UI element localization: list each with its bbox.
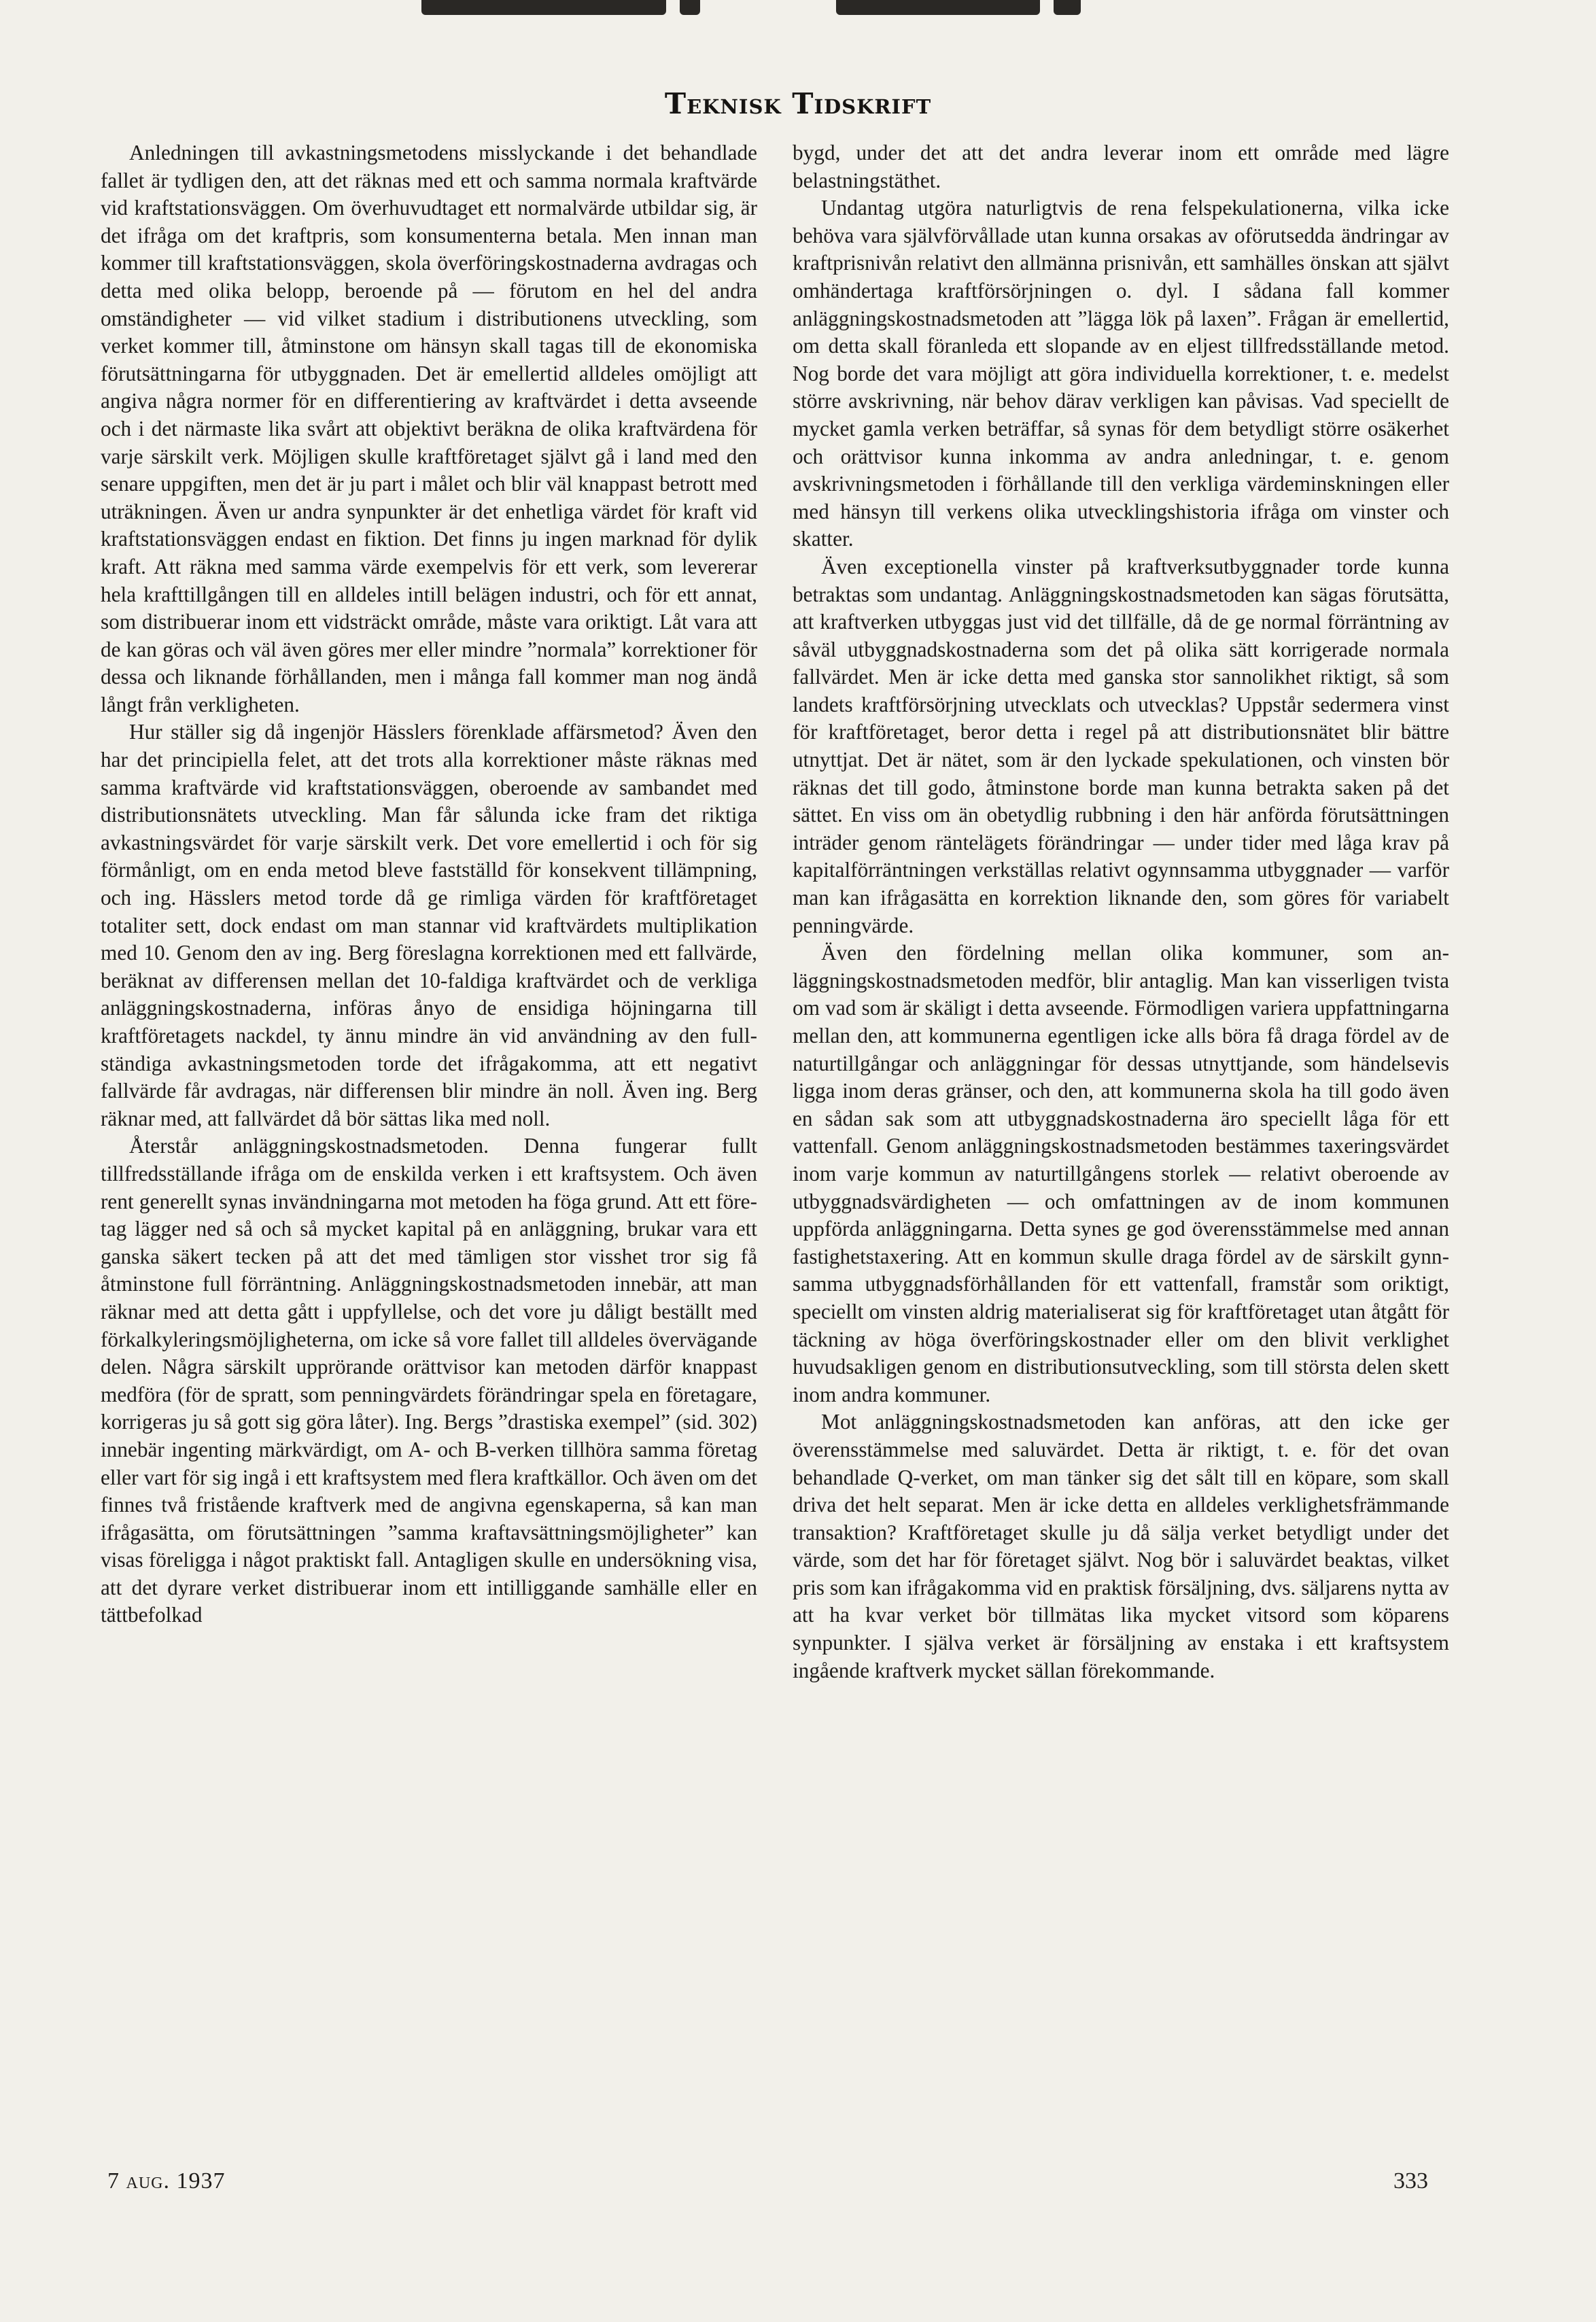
page-number: 333 bbox=[1393, 2168, 1428, 2194]
binding-mark bbox=[836, 0, 1040, 15]
paragraph: Anledningen till avkastningsmetodens misslyckande i det behandlade fallet är tydligen den, att det räknas med ett och samma normala kraftvärde vid kraftstationsväggen. Om överhuvudtaget ett normalvärde utbildar sig, är det ifråga om det kraftpris, som konsumenterna betala. Men innan man kommer till kraftstationsväggen, skola överföringskostnaderna avdragas och detta med olika belopp, beroende på — förutom en hel del andra omständigheter — vid vilket stadium i distributionens utveckling, som verket kommer till, åtminstone om hänsyn skall tagas till de ekonomiska förutsättningarna för utbyggnaden. Det är emellertid alldeles omöjligt att angiva några normer för en differentiering av kraftvärdet i detta avseende och i det närmaste lika svårt att objektivt beräkna de olika kraftvärdena för varje särskilt verk. Möjligen skulle kraftföretaget självt gå i land med den senare uppgiften, men det är ju part i målet och blir väl knappast betrott med uträkningen. Även ur andra synpunkter är det enhetliga värdet för kraft vid kraftstationsväggen endast en fiktion. Det finns ju ingen marknad för dylik kraft. Att räkna med samma värde exempelvis för ett verk, som levererar hela krafttillgången till en alldeles intill belägen industri, och för ett annat, som distribuerar inom ett vidsträckt område, måste vara oriktigt. Låt vara att de kan göras och väl även göres mer eller mindre ”normala” korrektioner för dessa och liknande förhållanden, men i många fall kommer man nog ändå långt från verkligheten. bbox=[101, 141, 757, 716]
binding-mark bbox=[680, 0, 700, 15]
paragraph-continuation: bygd, under det att det andra leverar inom ett område med lägre belastningstäthet. bbox=[793, 141, 1449, 192]
paragraph: Hur ställer sig då ingenjör Hässlers förenklade affärsmetod? Även den har det principiella felet, att det trots alla korrektioner måste räknas med samma kraftvärde vid kraftstationsväggen, oberoende av sambandet med distributionsnätets utveckling. Man får sålunda icke fram det riktiga avkastningsvärdet för varje särskilt verk. Det vore emellertid i och för sig förmånligt, om en enda metod bleve fastställd för konsekvent tillämpning, och ing. Hässlers metod torde då ge rimliga värden för kraftföretaget totaliter sett, dock endast om man stannar vid kraftvärdets multiplikation med 10. Genom den av ing. Berg föreslagna korrektionen med ett fallvärde, beräknat av differensen mellan det 10-faldiga kraftvärdet och de verkliga anläggningskostnaderna, införas ånyo de ensidiga höjningarna till kraftföretagets nackdel, ty ännu mindre än vid användning av den fullständiga avkastningsmetoden torde det ifrågakomma, att ett negativt fallvärde får avdragas, när differensen blir mindre än noll. Även ing. Berg räknar med, att fallvärdet då bör sättas lika med noll. bbox=[101, 720, 757, 1130]
paragraph: Även exceptionella vinster på kraftverksutbyggnader torde kunna betraktas som undantag. Anläggningskostnadsmetoden kan sägas förutsätta, att kraftverken utbyggas just vid det tillfälle, då de ge normal förräntning av såväl utbyggnadskostnaderna som det på olika sätt korrigerade normala fallvärdet. Men är icke detta med ganska stor sannolikhet riktigt, så som landets kraftförsörjning utvecklats och utvecklas? Uppstår sedermera vinst för kraftföretaget, beror detta i regel på att distributionsnätet blir bättre utnyttjat. Det är nätet, som är den lyckade spekulationen, och vinsten bör räknas det till godo, åtminstone borde man kunna betrakta saken på det sättet. En viss om än obetydlig rubbning i den här anförda förutsättningen inträder genom räntelägets förändringar — under tider med låga krav på kapitalförräntningen verkställas relativt ogynnsamma utbyggnader — varför man kan ifrågasätta en korrektion liknande den, som göres för variabelt penningvärde. bbox=[793, 554, 1449, 937]
journal-title: Teknisk Tidskrift bbox=[664, 87, 932, 120]
paragraph: Mot anläggningskostnadsmetoden kan anföras, att den icke ger överensstämmelse med saluvärdet. Detta är riktigt, t. e. för det ovan behandlade Q-verket, om man tänker sig det sålt till en köpare, som skall driva det helt separat. Men är icke detta en alldeles verklighetsfrämmande transaktion? Kraftföretaget skulle ju då sälja verket betydligt under det värde, som det har för företaget självt. Nog bör i saluvärdet beaktas, vilket pris som kan ifrågakomma vid en praktisk försäljning, dvs. säljarens nytta av att ha kvar verket bör tillmätas lika mycket vitsord som köparens synpunkter. I själva verket är försäljning av enstaka i ett kraftsystem ingående kraftverk mycket sällan förekommande. bbox=[793, 1410, 1449, 1682]
binding-mark bbox=[1054, 0, 1081, 15]
paragraph: Återstår anläggningskostnadsmetoden. Denna fungerar fullt tillfredsställande ifråga om de enskilda verken i ett kraftsystem. Och även rent generellt synas invändningarna mot metoden ha föga grund. Att ett företag lägger ned så och så mycket kapital på en anläggning, brukar vara ett ganska säkert tecken på att det med tämligen stor visshet tror sig få åtminstone full förräntning. Anläggningskostnadsmetoden innebär, att man räknar med att detta gått i uppfyllelse, och det vore ju dåligt beställt med förkalkyleringsmöjligheterna, om icke så vore fallet till alldeles övervägande delen. Några särskilt upprörande orättvisor kan metoden därför knappast medföra (för de spratt, som penningvärdets förändringar spela en företagare, korrigeras ju så gott sig göra låter). Ing. Bergs ”drastiska exempel” (sid. 302) innebär ingenting märkvärdigt, om A- och B-verken tillhöra samma företag eller vart för sig ingå i ett kraftsystem med flera kraftkällor. Och även om det finnes två fristående kraftverk med de angivna egenskaperna, så kan man ifrågasätta, om förutsättningen ”samma kraftavsättningsmöjligheter” kan visas föreligga i något praktiskt fall. Antagligen skulle en undersökning visa, att det dyrare verket distribuerar inom ett intilliggande samhälle eller en tättbefolkad bbox=[101, 1134, 757, 1627]
binding-mark bbox=[421, 0, 666, 15]
paragraph: Även den fördelning mellan olika kommuner, som anläggningskostnadsmetoden medför, blir antaglig. Man kan visserligen tvista om vad som är skäligt i detta avseende. Förmodligen variera uppfattningarna mellan den, att kommunerna egentligen icke alls böra få draga fördel av de naturtillgångar och anläggningar för dessas utnyttjande, som händelsevis ligga inom deras gränser, och den, att kommunerna skola ha till godo även en sådan sak som att utbyggnadskostnaderna äro speciellt låga för ett vattenfall. Genom anläggningskostnadsmetoden bestämmes taxeringsvärdet inom varje kommun av naturtillgångens storlek — relativt oberoende av utbyggnadsvärdigheten — och omfattningen av de inom kommunen uppförda anläggningarna. Detta synes ge god överensstämmelse med annan fastighetstaxering. Att en kommun skulle draga fördel av de särskilt gynnsamma utbyggnadsförhållanden för ett vattenfall, framstår som oriktigt, speciellt om vinsten aldrig materialiserat sig för kraftföretaget utan åtgått för täckning av höga överföringskostnader eller om den blivit verklighet huvudsakligen genom en distributionsutveckling, som till största delen skett inom andra kommuner. bbox=[793, 941, 1449, 1406]
text-column-left bbox=[101, 139, 757, 2145]
text-column-right bbox=[793, 139, 1449, 2145]
paragraph: Undantag utgöra naturligtvis de rena felspekulationerna, vilka icke behöva vara självförvållade utan kunna orsakas av oförutsedda ändringar av kraftprisnivån relativt den allmänna prisnivån, ett samhälles önskan att självt omhändertaga kraftförsörjningen o. dyl. I sådana fall kommer anläggningskostnadsmetoden att ”lägga lök på laxen”. Frågan är emellertid, om detta skall föranleda ett slopande av en eljest tillfredsställande metod. Nog borde det vara möjligt att göra individuella korrektioner, t. e. medelst större avskrivning, när behov därav verkligen kan påvisas. Vad speciellt de mycket gamla verken beträffar, så synas för dem betydligt större osäkerhet och orättvisor kunna inkomma av andra anledningar, t. e. genom avskrivningsmetoden i förhållande till den verkliga värdeminskningen eller med hänsyn till verkens olika utvecklingshistoria ifråga om vinster och skatter. bbox=[793, 196, 1449, 551]
issue-date: 7 aug. 1937 bbox=[107, 2168, 226, 2194]
